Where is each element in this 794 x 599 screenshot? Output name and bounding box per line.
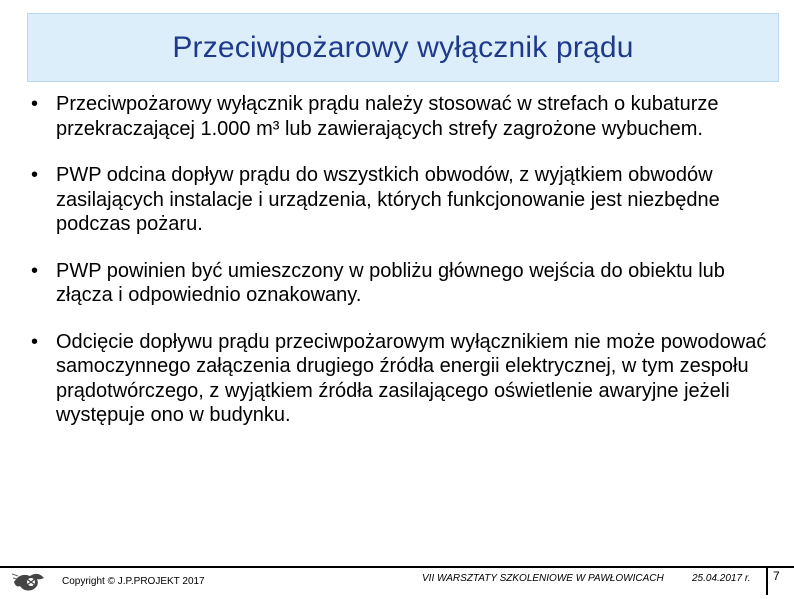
page-number: 7 [773, 569, 780, 583]
bullet-list [28, 92, 768, 450]
bullet-item [28, 92, 768, 141]
bullet-marker: • [31, 164, 39, 186]
footer-date: 25.04.2017 r. [692, 573, 751, 584]
footer-workshop-title: VII WARSZTATY SZKOLENIOWE W PAWŁOWICACH [422, 573, 664, 584]
slide-title-box [27, 13, 779, 82]
bullet-item [28, 163, 768, 237]
bullet-text: Odcięcie dopływu prądu przeciwpożarowym wyłącznikiem nie może powodować samoczynnego załączenia drugiego źródła energii elektrycznej, w tym zespołu prądotwórczego, z wyjątkiem źródła zasilającego oświetlenie awaryjne jeżeli występuje ono w budynku. [56, 330, 767, 426]
bullet-marker: • [31, 259, 39, 282]
bullet-text: PWP odcina dopływ prądu do wszystkich obwodów, z wyjątkiem obwodów zasilających instalacje i urządzenia, których funkcjonowanie jest niezbędne podczas pożaru. [56, 164, 720, 235]
bullet-marker: • [31, 93, 39, 115]
bullet-text: Przeciwpożarowy wyłącznik prądu należy stosować w strefach o kubaturze przekraczającej 1.000 m³ lub zawierających strefy zagrożone wybuchem. [56, 93, 719, 140]
bullet-marker: • [31, 330, 39, 353]
bullet-text: PWP powinien być umieszczony w pobliżu głównego wejścia do obiektu lub złącza i odpowiednio oznakowany. [56, 259, 725, 306]
slide-title: Przeciwpożarowy wyłącznik prądu [172, 30, 634, 64]
footer-divider [0, 566, 794, 568]
bullet-item [28, 259, 768, 308]
footer-page-separator [766, 566, 768, 595]
bullet-item [28, 330, 768, 428]
footer-copyright: Copyright © J.P.PROJEKT 2017 [62, 576, 205, 587]
company-logo-icon [10, 568, 50, 594]
